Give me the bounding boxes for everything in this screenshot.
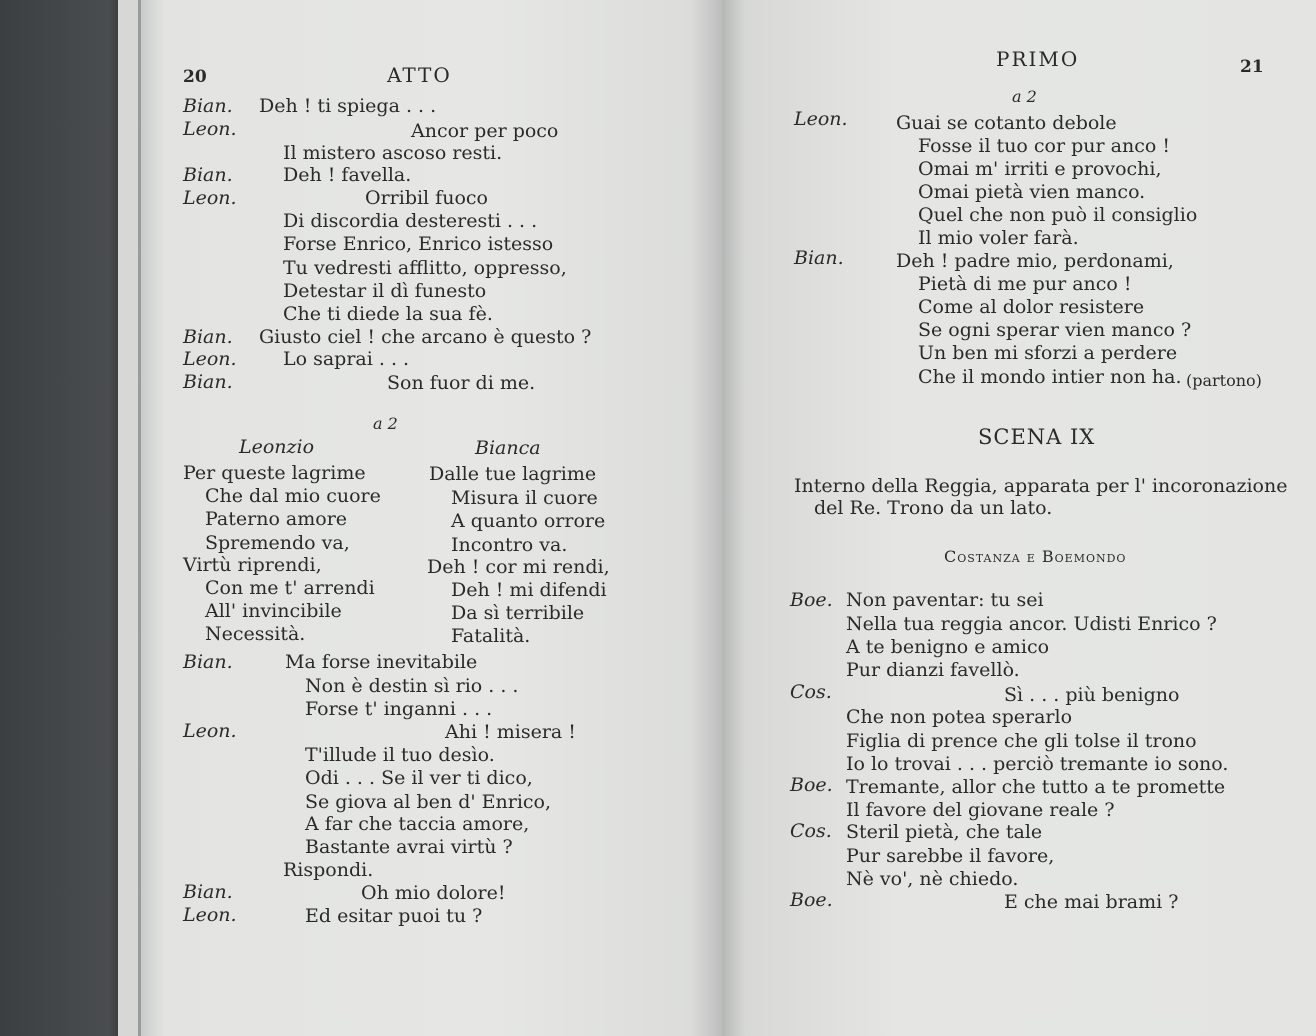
duet-column-name: Bianca [475, 437, 541, 459]
verse-line: Il mistero ascoso resti. [283, 142, 503, 164]
verse-line: A far che taccia amore, [305, 813, 530, 835]
verse-line: Omai pietà vien manco. [918, 181, 1146, 203]
duet-line: Incontro va. [451, 534, 568, 556]
verse-line: Forse Enrico, Enrico istesso [283, 233, 554, 255]
speaker: Boe. [790, 589, 833, 611]
verse-line: Il favore del giovane reale ? [846, 799, 1115, 821]
verse-line: Son fuor di me. [387, 372, 536, 394]
verse-line: Ahi ! misera ! [445, 721, 576, 743]
duet-line: Virtù riprendi, [183, 554, 322, 576]
verse-line: Pietà di me pur anco ! [918, 273, 1132, 295]
duet-line: Spremendo va, [205, 532, 350, 554]
speaker: Bian. [183, 651, 233, 673]
duet-line: Per queste lagrime [183, 462, 366, 484]
speaker: Bian. [183, 164, 233, 186]
verse-line: Tu vedresti afflitto, oppresso, [283, 257, 567, 279]
duet-line: Con me t' arrendi [205, 577, 375, 599]
verse-line: Che ti diede la sua fè. [283, 303, 493, 325]
verse-line: Bastante avrai virtù ? [305, 836, 513, 858]
verse-line: Omai m' irriti e provochi, [918, 158, 1162, 180]
duet-line: All' invincibile [205, 600, 342, 622]
verse-line: Ma forse inevitabile [285, 651, 478, 673]
speaker: Leon. [183, 720, 237, 742]
page-number: 20 [183, 67, 207, 87]
verse-line: Lo saprai . . . [283, 348, 410, 370]
duet-column-name: Leonzio [239, 436, 315, 458]
verse-line: Che il mondo intier non ha. [918, 366, 1182, 388]
verse-line: Non paventar: tu sei [846, 589, 1044, 611]
verse-line: Pur sarebbe il favore, [846, 845, 1055, 867]
verse-line: Steril pietà, che tale [846, 821, 1043, 843]
speaker: Leon. [183, 187, 237, 209]
speaker: Bian. [183, 95, 233, 117]
duet-line: Misura il cuore [451, 487, 598, 509]
speaker: Bian. [183, 881, 233, 903]
verse-line: Nella tua reggia ancor. Udisti Enrico ? [846, 613, 1217, 635]
speaker: Bian. [183, 371, 233, 393]
verse-line: Se giova al ben d' Enrico, [305, 791, 552, 813]
verse-line: Deh ! ti spiega . . . [259, 95, 437, 117]
stage-direction: del Re. Trono da un lato. [814, 497, 1053, 519]
duet-label: a 2 [1012, 87, 1037, 106]
running-header: ATTO [387, 63, 452, 87]
verse-line: Sì . . . più benigno [1004, 684, 1180, 706]
verse-line: Odi . . . Se il ver ti dico, [305, 767, 533, 789]
verse-line: Nè vo', nè chiedo. [846, 868, 1019, 890]
right-page [722, 0, 1316, 1036]
duet-line: Deh ! cor mi rendi, [427, 556, 610, 578]
speaker: Leon. [183, 904, 237, 926]
character-list: Costanza e Boemondo [944, 547, 1127, 566]
verse-line: Figlia di prence che gli tolse il trono [846, 730, 1197, 752]
verse-line: Io lo trovai . . . perciò tremante io sono. [846, 753, 1229, 775]
verse-line: Detestar il dì funesto [283, 280, 487, 302]
verse-line: Forse t' inganni . . . [305, 698, 493, 720]
verse-line: Ed esitar puoi tu ? [305, 905, 483, 927]
duet-line: Fatalità. [451, 625, 531, 647]
verse-line: Guai se cotanto debole [896, 112, 1117, 134]
duet-line: Dalle tue lagrime [429, 463, 597, 485]
duet-line: A quanto orrore [451, 510, 606, 532]
verse-line: Il mio voler farà. [918, 227, 1079, 249]
verse-line: Un ben mi sforzi a perdere [918, 342, 1178, 364]
verse-line: Che non potea sperarlo [846, 706, 1073, 728]
verse-line: Non è destin sì rio . . . [305, 675, 519, 697]
verse-line: Di discordia desteresti . . . [283, 210, 538, 232]
verse-line: Fosse il tuo cor pur anco ! [918, 135, 1170, 157]
verse-line: Orribil fuoco [365, 187, 488, 209]
running-header: PRIMO [996, 47, 1080, 71]
stage-direction: Interno della Reggia, apparata per l' incoronazione [794, 475, 1288, 497]
scene-title: SCENA IX [978, 425, 1096, 449]
verse-line: Giusto ciel ! che arcano è questo ? [259, 326, 592, 348]
verse-line: Come al dolor resistere [918, 296, 1145, 318]
verse-line: A te benigno e amico [846, 636, 1050, 658]
speaker: Leon. [794, 108, 848, 130]
verse-line: Pur dianzi favellò. [846, 659, 1020, 681]
verse-line: T'illude il tuo desìo. [305, 744, 495, 766]
background-edge [0, 0, 128, 1036]
verse-line: Oh mio dolore! [361, 882, 506, 904]
duet-line: Deh ! mi difendi [451, 579, 607, 601]
duet-line: Da sì terribile [451, 602, 585, 624]
verse-line: Deh ! padre mio, perdonami, [896, 250, 1174, 272]
duet-line: Paterno amore [205, 508, 348, 530]
stage-direction: (partono) [1186, 371, 1262, 390]
verse-line: Quel che non può il consiglio [918, 204, 1198, 226]
speaker: Bian. [183, 326, 233, 348]
verse-line: E che mai brami ? [1004, 891, 1179, 913]
verse-line: Se ogni sperar vien manco ? [918, 319, 1192, 341]
speaker: Leon. [183, 118, 237, 140]
duet-label: a 2 [373, 414, 398, 433]
verse-line: Ancor per poco [411, 120, 559, 142]
speaker: Cos. [790, 681, 832, 703]
duet-line: Che dal mio cuore [205, 485, 381, 507]
page-number: 21 [1240, 57, 1264, 77]
verse-line: Tremante, allor che tutto a te promette [846, 776, 1226, 798]
speaker: Leon. [183, 348, 237, 370]
verse-line: Deh ! favella. [283, 164, 412, 186]
duet-line: Necessità. [205, 623, 306, 645]
left-page [138, 0, 725, 1036]
speaker: Boe. [790, 889, 833, 911]
speaker: Boe. [790, 774, 833, 796]
speaker: Bian. [794, 247, 844, 269]
speaker: Cos. [790, 820, 832, 842]
verse-line: Rispondi. [283, 859, 374, 881]
